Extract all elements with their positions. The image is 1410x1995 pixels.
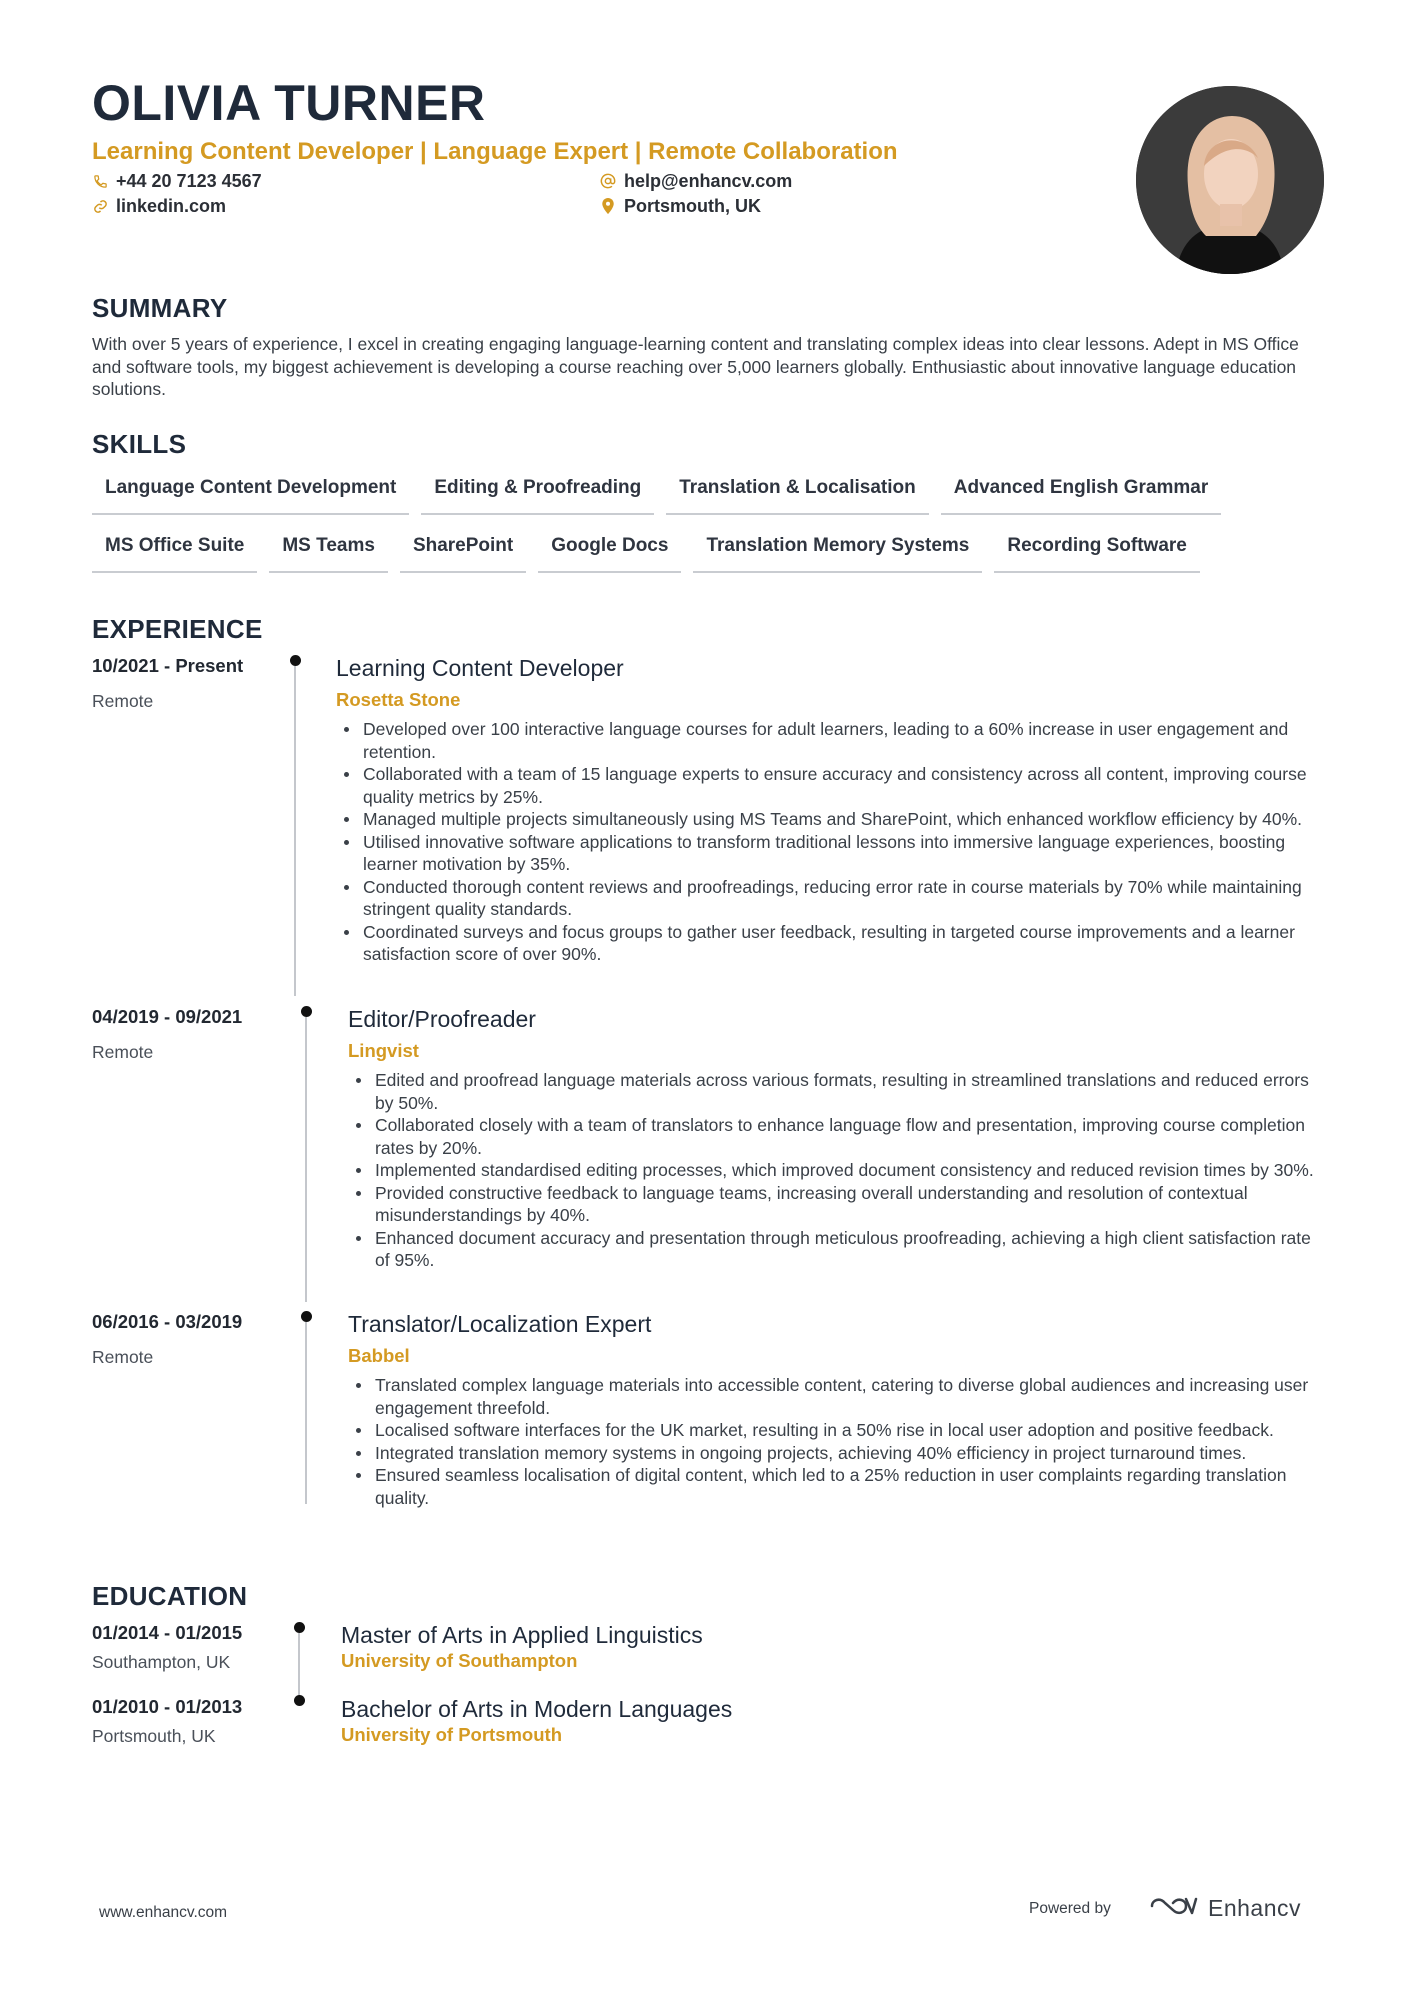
experience-title: EXPERIENCE <box>92 614 263 644</box>
timeline-dot <box>294 1695 305 1706</box>
enhancv-logo-icon <box>1148 1893 1198 1924</box>
bullet-item: Provided constructive feedback to language teams, increasing overall understanding and resolution of contextual misunderstandings by 40%. <box>348 1182 1330 1227</box>
contact-linkedin[interactable] <box>92 197 226 215</box>
education-title: EDUCATION <box>92 1581 248 1611</box>
job-role: Translator/Localization Expert <box>348 1311 652 1337</box>
enhancv-logo[interactable] <box>1148 1893 1301 1924</box>
candidate-name: OLIVIA TURNER <box>92 75 486 131</box>
timeline-line <box>294 666 296 996</box>
at-icon <box>600 173 616 189</box>
job-dates: 06/2016 - 03/2019 <box>92 1311 243 1332</box>
job-company: Babbel <box>348 1345 410 1366</box>
bullet-item: Coordinated surveys and focus groups to gather user feedback, resulting in targeted course improvements and a learner satisfaction score of over 90%. <box>336 921 1330 966</box>
skill-tag: MS Teams <box>269 536 388 573</box>
job-company: Rosetta Stone <box>336 689 461 710</box>
summary-text: With over 5 years of experience, I excel in creating engaging language-learning content and translating complex ideas into clear lessons. Adept in MS Office and software tools, my biggest achievement is developing a course reaching over 5,000 learners globally. Enthusiastic about innovative language education solutions. <box>92 334 1299 399</box>
footer-url[interactable]: www.enhancv.com <box>99 1904 228 1921</box>
bullet-item: Collaborated closely with a team of translators to enhance language flow and presentation, improving course completion rates by 20%. <box>348 1114 1330 1159</box>
job-bullets <box>336 718 1330 966</box>
summary-title: SUMMARY <box>92 293 228 323</box>
skill-tag: Editing & Proofreading <box>421 478 654 515</box>
bullet-item: Conducted thorough content reviews and proofreadings, reducing error rate in course materials by 70% while maintaining stringent quality standards. <box>336 876 1330 921</box>
timeline-line <box>305 1322 307 1504</box>
phone-icon <box>92 173 108 189</box>
contact-phone <box>92 172 262 190</box>
skills-row-1 <box>92 478 1221 515</box>
bullet-item: Enhanced document accuracy and presentation through meticulous proofreading, achieving a high client satisfaction rate of 95%. <box>348 1227 1330 1272</box>
job-bullets <box>348 1374 1330 1509</box>
job-company: Lingvist <box>348 1040 419 1061</box>
link-icon <box>92 198 108 214</box>
job-dates: 04/2019 - 09/2021 <box>92 1006 243 1027</box>
skill-tag: Advanced English Grammar <box>941 478 1221 515</box>
bullet-item: Edited and proofread language materials across various formats, resulting in streamlined translations and reduced errors by 50%. <box>348 1069 1330 1114</box>
skill-tag: Language Content Development <box>92 478 409 515</box>
bullet-item: Implemented standardised editing processes, which improved document consistency and reduced revision times by 30%. <box>348 1159 1330 1182</box>
skill-tag: MS Office Suite <box>92 536 257 573</box>
skill-tag: Google Docs <box>538 536 681 573</box>
bullet-item: Utilised innovative software applications to transform traditional lessons into immersive language experiences, boosting learner motivation by 35%. <box>336 831 1330 876</box>
edu-degree: Bachelor of Arts in Modern Languages <box>341 1696 733 1722</box>
edu-location: Portsmouth, UK <box>92 1726 216 1746</box>
enhancv-brand-text: Enhancv <box>1208 1895 1302 1921</box>
timeline-line <box>305 1017 307 1302</box>
timeline-dot <box>294 1622 305 1633</box>
edu-school: University of Portsmouth <box>341 1724 562 1745</box>
bullet-item: Integrated translation memory systems in ongoing projects, achieving 40% efficiency in project turnaround times. <box>348 1442 1330 1465</box>
footer-powered-by: Powered by <box>1029 1900 1111 1917</box>
bullet-item: Ensured seamless localisation of digital content, which led to a 25% reduction in user complaints regarding translation quality. <box>348 1464 1330 1509</box>
candidate-headline: Learning Content Developer | Language Expert | Remote Collaboration <box>92 138 898 165</box>
bullet-item: Managed multiple projects simultaneously using MS Teams and SharePoint, which enhanced workflow efficiency by 40%. <box>336 808 1330 831</box>
skill-tag: SharePoint <box>400 536 526 573</box>
profile-photo <box>1136 86 1324 274</box>
skills-row-2 <box>92 536 1200 573</box>
edu-degree: Master of Arts in Applied Linguistics <box>341 1622 703 1648</box>
skill-tag: Translation Memory Systems <box>693 536 982 573</box>
job-location: Remote <box>92 1347 154 1367</box>
job-dates: 10/2021 - Present <box>92 655 244 676</box>
location-text: Portsmouth, UK <box>624 196 761 216</box>
timeline-dot <box>301 1006 312 1017</box>
job-role: Learning Content Developer <box>336 655 624 681</box>
job-location: Remote <box>92 691 154 711</box>
job-bullets <box>348 1069 1330 1272</box>
bullet-item: Translated complex language materials into accessible content, catering to diverse global audiences and increasing user engagement threefold. <box>348 1374 1330 1419</box>
skill-tag: Recording Software <box>994 536 1199 573</box>
timeline-line <box>298 1633 300 1697</box>
skill-tag: Translation & Localisation <box>666 478 929 515</box>
linkedin-text[interactable]: linkedin.com <box>116 196 227 216</box>
timeline-dot <box>301 1311 312 1322</box>
edu-location: Southampton, UK <box>92 1652 231 1672</box>
timeline-dot <box>290 655 301 666</box>
contact-email[interactable] <box>600 172 792 190</box>
skills-title: SKILLS <box>92 429 187 459</box>
location-pin-icon <box>600 198 616 214</box>
bullet-item: Developed over 100 interactive language courses for adult learners, leading to a 60% increase in user engagement and retention. <box>336 718 1330 763</box>
bullet-item: Localised software interfaces for the UK market, resulting in a 50% rise in local user adoption and positive feedback. <box>348 1419 1330 1442</box>
edu-dates: 01/2014 - 01/2015 <box>92 1622 243 1643</box>
job-role: Editor/Proofreader <box>348 1006 536 1032</box>
phone-text: +44 20 7123 4567 <box>116 171 262 191</box>
edu-dates: 01/2010 - 01/2013 <box>92 1696 243 1717</box>
job-location: Remote <box>92 1042 154 1062</box>
bullet-item: Collaborated with a team of 15 language experts to ensure accuracy and consistency across all content, improving course quality metrics by 25%. <box>336 763 1330 808</box>
contact-location <box>600 197 761 215</box>
email-text[interactable]: help@enhancv.com <box>624 171 793 191</box>
edu-school: University of Southampton <box>341 1650 578 1671</box>
